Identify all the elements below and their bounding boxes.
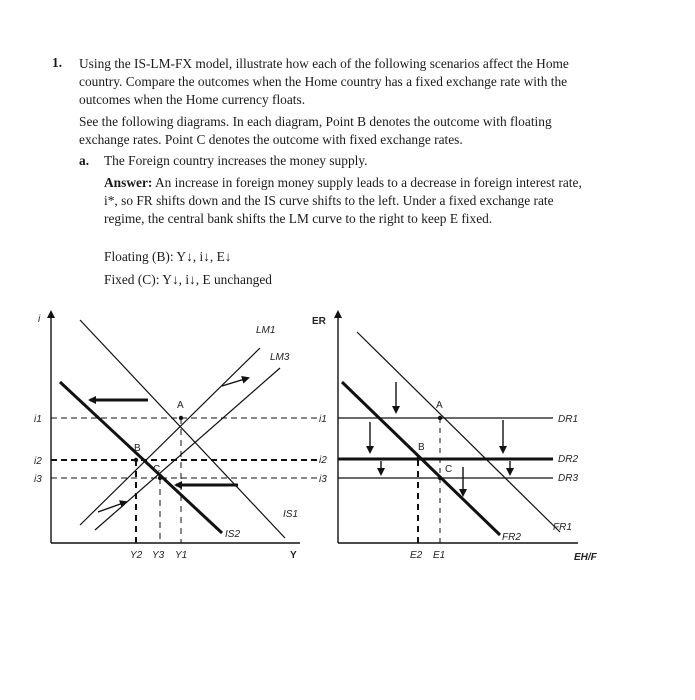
dr3-label: DR3 [558,473,579,484]
left-point-c [158,476,162,480]
left-i3-label: i3 [34,474,42,485]
part-label: a. [79,153,90,168]
left-point-b-label: B [134,443,141,454]
left-x-axis-label: Y [290,550,297,561]
fr2-label: FR2 [502,532,521,543]
fr1-label: FR1 [553,522,572,533]
left-point-b [134,458,138,462]
right-i2-label: i2 [319,455,327,466]
left-point-a-label: A [177,400,184,411]
is1-label: IS1 [283,509,299,520]
left-point-c-label: C [153,464,161,475]
is-lm-fx-diagrams [0,300,695,590]
right-point-a-label: A [436,400,443,411]
right-i1-label: i1 [319,414,327,425]
e2-label: E2 [410,550,423,561]
right-i3-label: i3 [319,474,327,485]
fx-diagram [312,314,598,563]
fixed-result: Fixed (C): Y↓, i↓, E unchanged [104,272,272,287]
dr1-label: DR1 [558,414,579,425]
is2-label: IS2 [225,529,241,540]
right-y-axis-label: ER [312,316,326,327]
right-x-axis-label: EH/F [574,552,597,563]
part-question: The Foreign country increases the money supply. [104,153,368,168]
y3-label: Y3 [152,550,165,561]
question-number: 1. [52,55,63,70]
answer-text: An increase in foreign money supply leads to a decrease in foreign interest rate, i*, so FR shifts down and the IS curve shifts to the left. Under a fixed exchange rate regime, the central bank shifts the LM curve to the right to keep E fixed. [104,175,582,226]
left-i2-label: i2 [34,456,42,467]
intro-paragraph: Using the IS-LM-FX model, illustrate how each of the following scenarios affect the Home country. Compare the outcomes when the Home country has a fixed exchange rate with the outcomes when the Home currency floats. [79,56,569,107]
lm1-label: LM1 [256,325,276,336]
answer-label: Answer: [104,175,153,190]
is2-curve [60,382,222,533]
right-point-a [438,416,442,420]
lm3-curve [95,368,280,530]
left-y-axis-label: i [38,314,41,325]
lm1-curve [80,348,260,525]
floating-result: Floating (B): Y↓, i↓, E↓ [104,249,232,264]
lm3-label: LM3 [270,352,290,363]
left-i1-label: i1 [34,414,42,425]
diagram-note-paragraph: See the following diagrams. In each diagram, Point B denotes the outcome with floating exchange rates. Point C denotes the outcome with fixed exchange rates. [79,114,552,147]
is-lm-diagram [34,314,320,561]
right-point-b-label: B [418,442,425,453]
right-point-c [438,476,442,480]
dr2-label: DR2 [558,454,579,465]
fr1-curve [357,332,560,532]
e1-label: E1 [433,550,446,561]
y1-label: Y1 [175,550,188,561]
left-point-a [179,416,183,420]
y2-label: Y2 [130,550,143,561]
right-point-b [416,457,420,461]
right-point-c-label: C [445,464,453,475]
answer-paragraph [104,174,586,228]
